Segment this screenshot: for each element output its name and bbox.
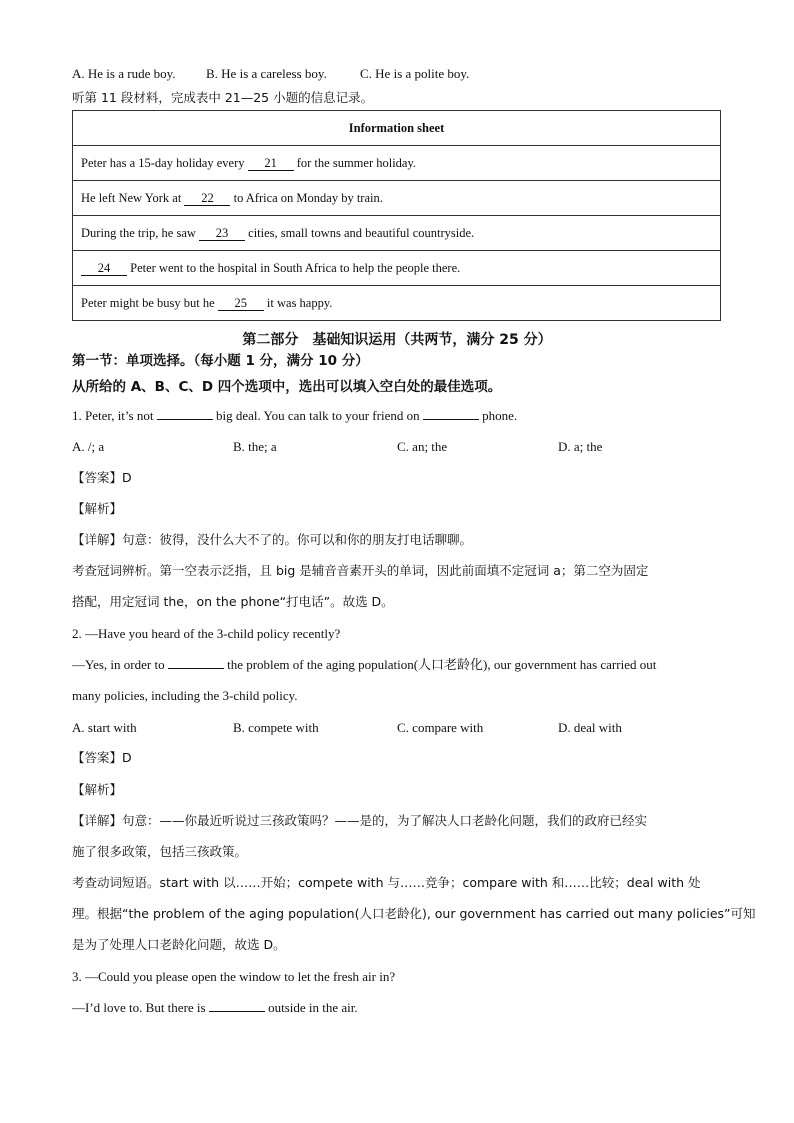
question-3-stem: —I’d love to. But there is outside in the air. bbox=[72, 1000, 358, 1015]
analysis-label: 【解析】 bbox=[72, 782, 123, 797]
answer-blank: 22 bbox=[184, 192, 230, 206]
option-c: C. He is a polite boy. bbox=[360, 66, 470, 81]
listening-instruction: 听第 11 段材料，完成表中 21—25 小题的信息记录。 bbox=[72, 90, 374, 105]
analysis-label: 【解析】 bbox=[72, 501, 123, 516]
blank-line bbox=[209, 1011, 265, 1012]
option-b: B. the; a bbox=[233, 439, 277, 454]
row-text-after: to Africa on Monday by train. bbox=[230, 190, 383, 205]
question-3-stem: 3. —Could you please open the window to let the fresh air in? bbox=[72, 969, 396, 984]
question-2-stem: —Yes, in order to the problem of the aging population(人口老龄化), our government has carried out bbox=[72, 657, 657, 672]
answer-blank: 25 bbox=[218, 297, 264, 311]
detail-text: 施了很多政策，包括三孩政策。 bbox=[72, 844, 248, 859]
detail-text: 【详解】句意：彼得，没什么大不了的。你可以和你的朋友打电话聊聊。 bbox=[72, 532, 473, 547]
option-a: A. He is a rude boy. bbox=[72, 66, 176, 81]
row-text-after: cities, small towns and beautiful countryside. bbox=[245, 225, 475, 240]
explanation-text: 理。根据“the problem of the aging population(人口老龄化), our government has carried out many policies”可知 bbox=[72, 906, 756, 921]
explanation-text: 考查冠词辨析。第一空表示泛指，且 big 是辅音音素开头的单词，因此前面填不定冠词 a；第二空为固定 bbox=[72, 563, 649, 578]
answer-blank: 21 bbox=[248, 157, 294, 171]
table-row bbox=[73, 181, 721, 216]
explanation-text: 搭配，用定冠词 the，on the phone“打电话”。故选 D。 bbox=[72, 594, 394, 609]
answer-label: 【答案】D bbox=[72, 470, 132, 485]
blank-line bbox=[423, 419, 479, 420]
row-text-before: He left New York at bbox=[81, 190, 185, 205]
row-text-after: for the summer holiday. bbox=[293, 155, 417, 170]
answer-blank: 23 bbox=[199, 227, 245, 241]
option-a: A. start with bbox=[72, 720, 137, 735]
table-row bbox=[73, 251, 721, 286]
row-text-after: Peter went to the hospital in South Africa to help the people there. bbox=[127, 260, 461, 275]
answer-label: 【答案】D bbox=[72, 750, 132, 765]
table-title: Information sheet bbox=[73, 111, 721, 146]
information-sheet-table bbox=[72, 110, 721, 321]
detail-text: 【详解】句意：——你最近听说过三孩政策吗？——是的，为了解决人口老龄化问题，我们的政府已经实 bbox=[72, 813, 648, 828]
option-b: B. compete with bbox=[233, 720, 319, 735]
option-d: D. a; the bbox=[558, 439, 603, 454]
blank-line bbox=[157, 419, 213, 420]
answer-blank: 24 bbox=[81, 262, 127, 276]
option-b: B. He is a careless boy. bbox=[206, 66, 327, 81]
option-a: A. /; a bbox=[72, 439, 105, 454]
section-one-instruction: 从所给的 A、B、C、D 四个选项中，选出可以填入空白处的最佳选项。 bbox=[72, 379, 502, 395]
table-row bbox=[73, 146, 721, 181]
row-text-after: it was happy. bbox=[263, 295, 333, 310]
question-2-stem: many policies, including the 3-child policy. bbox=[72, 688, 298, 703]
section-one-title: 第一节：单项选择。（每小题 1 分，满分 10 分） bbox=[72, 353, 369, 369]
row-text-before: Peter has a 15-day holiday every bbox=[81, 155, 248, 170]
row-text-before: During the trip, he saw bbox=[81, 225, 200, 240]
option-c: C. compare with bbox=[397, 720, 484, 735]
option-d: D. deal with bbox=[558, 720, 622, 735]
table-row bbox=[73, 216, 721, 251]
question-1-stem: 1. Peter, it’s not big deal. You can talk to your friend on phone. bbox=[72, 408, 518, 423]
explanation-text: 是为了处理人口老龄化问题，故选 D。 bbox=[72, 937, 286, 952]
table-row bbox=[73, 286, 721, 321]
part-two-title: 第二部分 基础知识运用（共两节，满分 25 分） bbox=[242, 332, 552, 348]
row-text-before: Peter might be busy but he bbox=[81, 295, 218, 310]
option-c: C. an; the bbox=[397, 439, 448, 454]
question-2-stem: 2. —Have you heard of the 3-child policy recently? bbox=[72, 626, 341, 641]
table-header-row bbox=[73, 111, 721, 146]
explanation-text: 考查动词短语。start with 以……开始；compete with 与……竞争；compare with 和……比较；deal with 处 bbox=[72, 875, 701, 890]
blank-line bbox=[168, 668, 224, 669]
